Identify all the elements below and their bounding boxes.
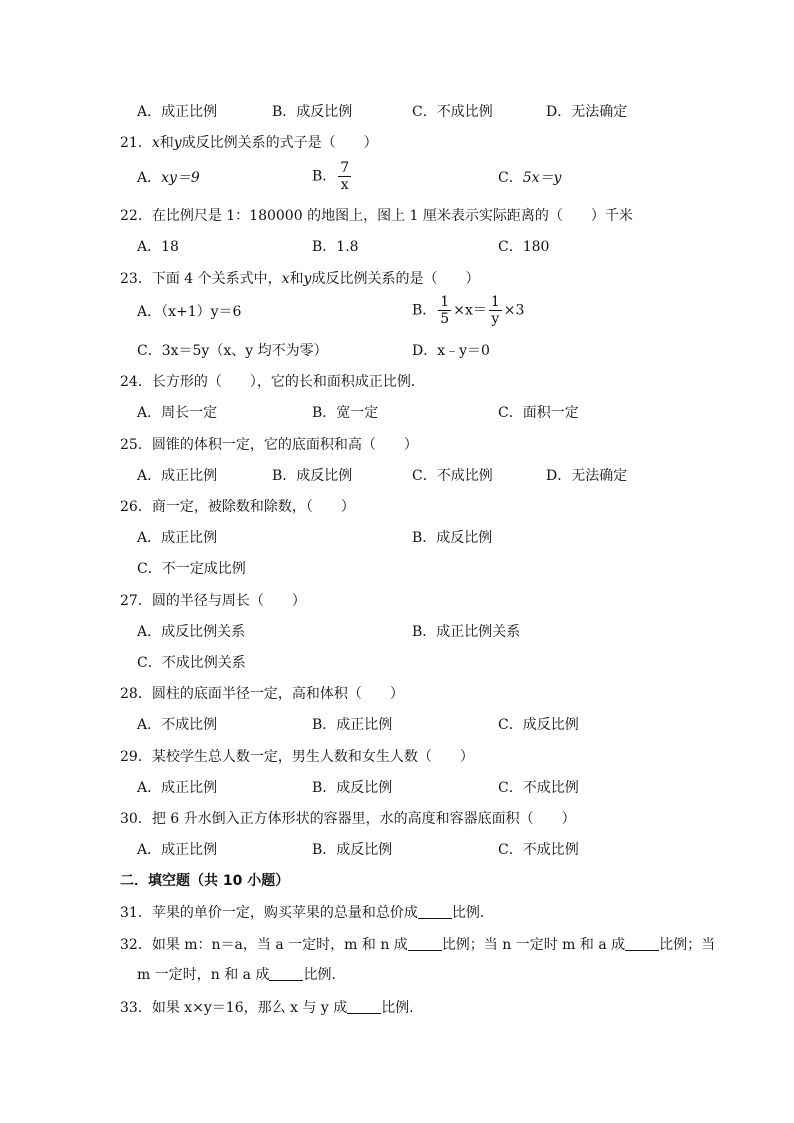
q22-option-a: A．18 xyxy=(137,239,179,255)
q24-option-b: B．宽一定 xyxy=(312,405,379,421)
q20-option-a: A．成正比例 xyxy=(137,104,218,120)
q27-stem: 27．圆的半径与周长（ ） xyxy=(120,593,306,609)
q31-stem: 31．苹果的单价一定，购买苹果的总量和总价成 比例． xyxy=(120,905,494,921)
q30-stem: 30．把 6 升水倒入正方体形状的容器里，水的高度和容器底面积（ ） xyxy=(120,811,576,827)
q26-option-a: A．成正比例 xyxy=(137,530,218,546)
q32-blank-3[interactable] xyxy=(269,966,303,981)
q24-stem: 24．长方形的（ ），它的长和面积成正比例． xyxy=(120,374,425,390)
q27-option-c: C．不成比例关系 xyxy=(137,655,246,671)
q23-option-b: B． $\frac{1}{5}$ ×x＝ $\frac{1}{y}$ ×3 xyxy=(412,294,525,327)
q22-option-b: B．1.8 xyxy=(312,239,359,255)
q25-option-d: D．无法确定 xyxy=(546,468,628,484)
q20-option-d: D．无法确定 xyxy=(546,104,628,120)
q21-option-b: B． $\frac{7}{x}$ xyxy=(312,160,350,193)
q23-option-a: A．（x+1）y＝6 xyxy=(137,304,242,320)
q27-option-a: A．成反比例关系 xyxy=(137,624,246,640)
q31-blank[interactable] xyxy=(418,904,452,919)
q22-option-c: C．180 xyxy=(498,239,550,255)
q28-stem: 28．圆柱的底面半径一定，高和体积（ ） xyxy=(120,686,404,702)
q33-stem: 33．如果 x×y＝16，那么 x 与 y 成 比例． xyxy=(120,1000,424,1016)
q21-option-a: A．xy＝9 xyxy=(137,170,200,186)
q29-option-a: A．成正比例 xyxy=(137,780,218,796)
q29-stem: 29．某校学生总人数一定，男生人数和女生人数（ ） xyxy=(120,749,474,765)
q30-option-a: A．成正比例 xyxy=(137,842,218,858)
q25-stem: 25．圆锥的体积一定，它的底面积和高（ ） xyxy=(120,437,418,453)
q29-option-b: B．成反比例 xyxy=(312,780,393,796)
section-title-fill-in: 二．填空题（共 10 小题） xyxy=(120,873,290,889)
q23-option-d: D．x﹣y＝0 xyxy=(412,343,490,359)
q24-option-a: A．周长一定 xyxy=(137,405,218,421)
q24-option-c: C．面积一定 xyxy=(498,405,579,421)
q29-option-c: C．不成比例 xyxy=(498,780,579,796)
q20-option-b: B．成反比例 xyxy=(272,104,353,120)
q25-option-a: A．成正比例 xyxy=(137,468,218,484)
q26-stem: 26．商一定，被除数和除数，（ ） xyxy=(120,499,355,515)
q28-option-b: B．成正比例 xyxy=(312,717,393,733)
q22-stem: 22．在比例尺是 1：180000 的地图上，图上 1 厘米表示实际距离的（ ）千米 xyxy=(120,208,633,224)
q21-number: 21． xyxy=(120,135,152,151)
q32-blank-2[interactable] xyxy=(625,936,659,951)
q23-option-c: C．3x＝5y（x、y 均不为零） xyxy=(137,343,328,359)
q30-option-c: C．不成比例 xyxy=(498,842,579,858)
q32-blank-1[interactable] xyxy=(408,936,442,951)
q21-var-y: y xyxy=(173,135,182,151)
q21-option-c: C．5x＝y xyxy=(498,170,562,186)
q21-stem-mid: 和 xyxy=(159,135,174,151)
q27-option-b: B．成正比例关系 xyxy=(412,624,521,640)
q21-var-x: x xyxy=(151,135,160,151)
q33-blank[interactable] xyxy=(347,999,381,1014)
q21-stem xyxy=(120,133,378,153)
q32-stem-line2: m 一定时，n 和 a 成 比例． xyxy=(137,967,346,983)
q25-option-b: B．成反比例 xyxy=(272,468,353,484)
q21-option-b-fraction: $\frac{7}{x}$ xyxy=(340,160,350,193)
q23-stem: 23．下面 4 个关系式中，x和y成反比例关系的是（ ） xyxy=(120,271,480,287)
q30-option-b: B．成反比例 xyxy=(312,842,393,858)
q28-option-a: A．不成比例 xyxy=(137,717,218,733)
q20-option-c: C．不成比例 xyxy=(412,104,493,120)
q25-option-c: C．不成比例 xyxy=(412,468,493,484)
q28-option-c: C．成反比例 xyxy=(498,717,579,733)
q26-option-c: C．不一定成比例 xyxy=(137,561,246,577)
q26-option-b: B．成反比例 xyxy=(412,530,493,546)
q32-stem-line1: 32．如果 m：n＝a，当 a 一定时，m 和 n 成 比例；当 n 一定时 m 和 a 成 比例；当 xyxy=(120,937,716,953)
q21-stem-end: 成反比例关系的式子是（ ） xyxy=(181,135,378,151)
